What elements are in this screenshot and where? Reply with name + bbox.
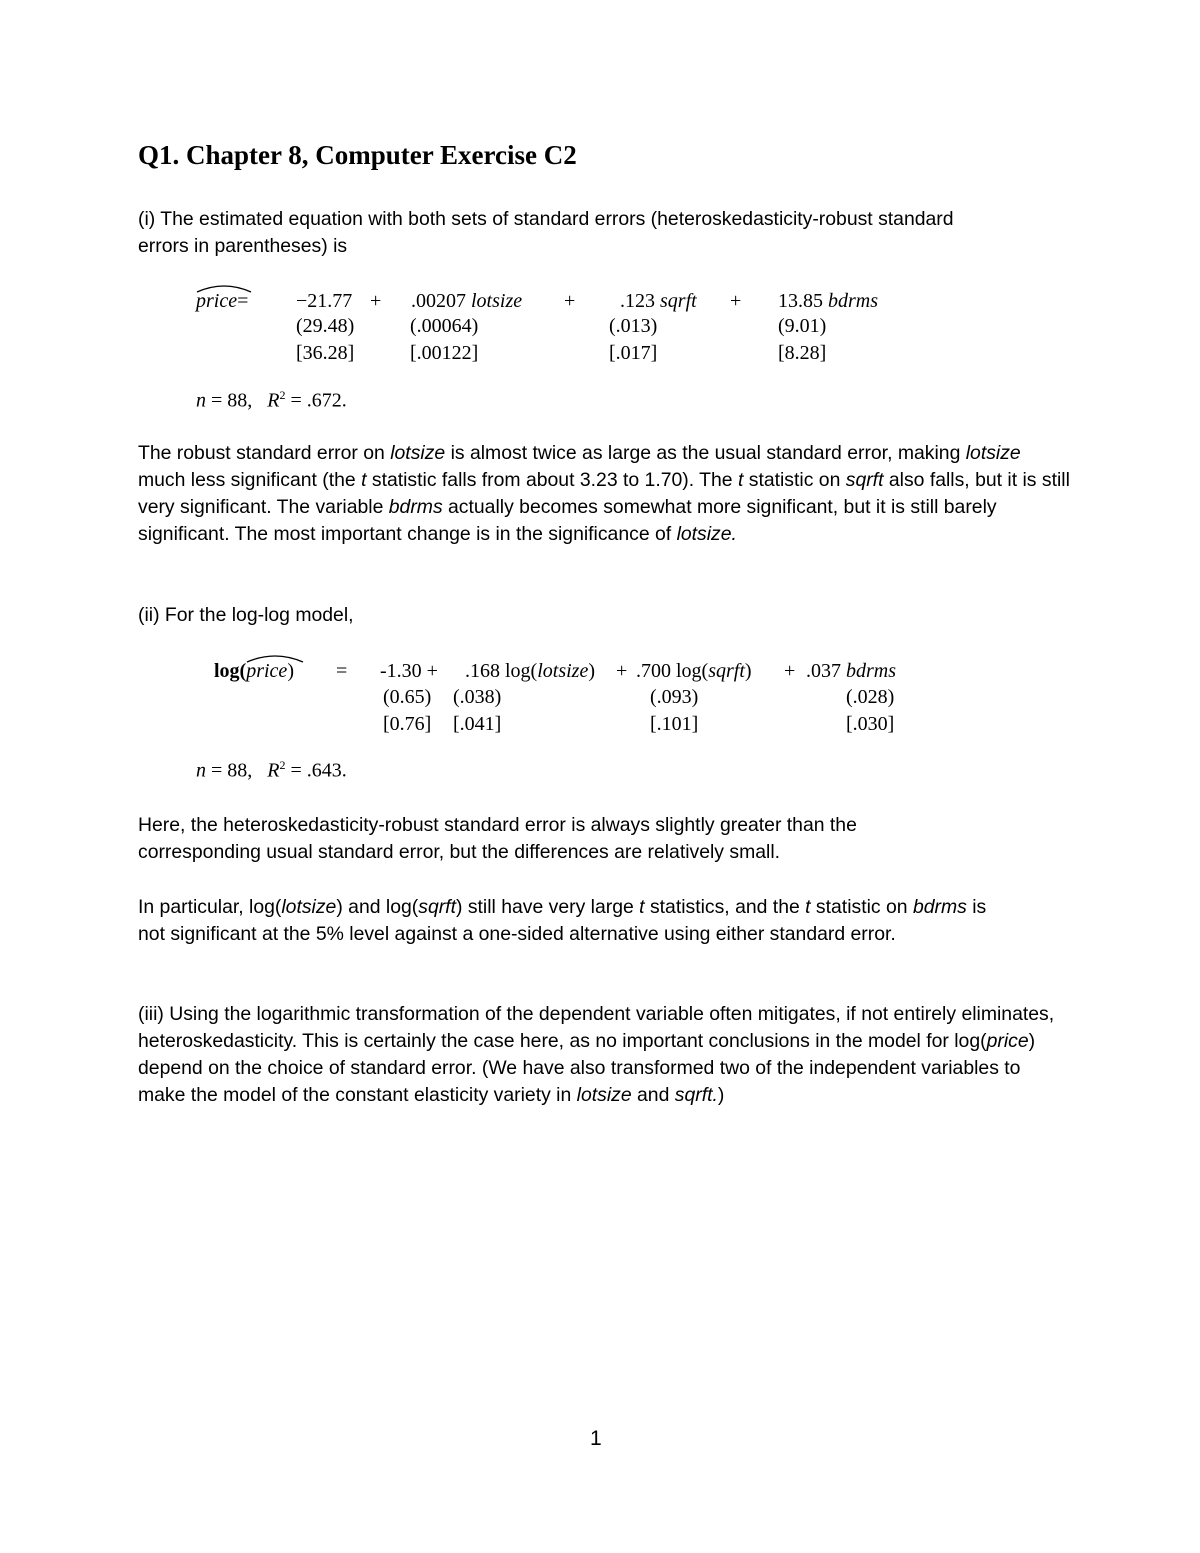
- part1-intro: [138, 206, 1073, 260]
- eq2-se-robust-bdrms: [.030]: [846, 713, 895, 735]
- eq2-se-robust-sqrft: [.101]: [650, 713, 699, 735]
- eq1-se-robust-const: [36.28]: [296, 342, 355, 364]
- eq2-lhs-var: price: [246, 660, 288, 682]
- eq1-var-bdrms: bdrms: [828, 290, 879, 312]
- eq1-equals: =: [237, 290, 249, 312]
- eq1-se-robust-sqrft: [.017]: [609, 342, 658, 364]
- eq2-se-usual-sqrft: (.093): [650, 686, 699, 708]
- eq2-equals: =: [336, 660, 348, 682]
- eq1-se-usual-bdrms: (9.01): [778, 315, 827, 337]
- eq2-plus-1: +: [616, 660, 628, 682]
- eq2-coef-sqrft: .700 log(sqrft): [636, 660, 752, 682]
- eq1-stats: n = 88, $R^2 = .672$.: [196, 388, 347, 412]
- eq1-se-robust-bdrms: [8.28]: [778, 342, 827, 364]
- part1-intro-line1: (i) The estimated equation with both sets of standard errors (heteroskedasticity-robust standard: [138, 208, 954, 230]
- eq1-plus-3: +: [730, 290, 742, 312]
- eq1-se-usual-lotsize: (.00064): [410, 315, 479, 337]
- eq2-coef-lotsize: .168 log(lotsize): [465, 660, 596, 682]
- eq2-coef-bdrms: .037 bdrms: [806, 660, 897, 682]
- hat-icon: [246, 653, 304, 663]
- eq1-plus-1: +: [370, 290, 382, 312]
- part1-discussion: The robust standard error on lotsize is almost twice as large as the usual standard error, making lotsize much less significant (the t statistic falls from about 3.23 to 1.70). The t statistic on sqrft also falls, but it is still very significant. The variable bdrms actually becomes somewhat more significant, but it is still barely significant. The most important change is in the significance of lotsize.: [138, 442, 1070, 545]
- part1-intro-line2: errors in parentheses) is: [138, 235, 348, 257]
- eq1-lhs: [196, 290, 248, 313]
- eq1-coef-lotsize: .00207 lotsize: [411, 290, 523, 312]
- eq2-se-usual-lotsize: (.038): [453, 686, 502, 708]
- eq2-plus-2: +: [784, 660, 796, 682]
- eq2-se-usual-bdrms: (.028): [846, 686, 895, 708]
- eq1-lhs-var: price: [196, 290, 238, 312]
- eq1-plus-2: +: [564, 290, 576, 312]
- eq2-se-usual-const: (0.65): [383, 686, 432, 708]
- part2-para1: Here, the heteroskedasticity-robust standard error is always slightly greater than the corresponding usual standard error, but the differences are relatively small.: [138, 814, 857, 863]
- eq2-const: -1.30 +: [380, 660, 438, 682]
- eq1-var-lotsize: lotsize: [471, 290, 523, 312]
- part2-para2: In particular, log(lotsize) and log(sqrft) still have very large t statistics, and the t statistic on bdrms is not significant at the 5% level against a one-sided alternative using either standard error.: [138, 896, 987, 945]
- part2-intro: (ii) For the log-log model,: [138, 604, 354, 626]
- eq2-lhs: log( price): [214, 660, 294, 683]
- eq1-se-robust-lotsize: [.00122]: [410, 342, 479, 364]
- eq2-stats: n = 88, $R^2 = .643$.: [196, 758, 347, 782]
- eq2-se-robust-const: [0.76]: [383, 713, 432, 735]
- eq1-var-sqrft: sqrft: [660, 290, 697, 312]
- part3-para: (iii) Using the logarithmic transformation of the dependent variable often mitigates, if not entirely eliminates, heteroskedasticity. This is certainly the case here, as no important conclusions in the model for log(price) depend on the choice of standard error. (We have also transformed two of the independent variables to make the model of the constant elasticity variety in lotsize and sqrft.): [138, 1003, 1055, 1106]
- eq1-se-usual-sqrft: (.013): [609, 315, 658, 337]
- eq1-const: −21.77: [296, 290, 353, 312]
- page-title: Q1. Chapter 8, Computer Exercise C2: [138, 140, 577, 170]
- page-number: 1: [590, 1427, 602, 1450]
- eq1-coef-bdrms: 13.85 bdrms: [778, 290, 879, 312]
- eq2-se-robust-lotsize: [.041]: [453, 713, 502, 735]
- eq1-coef-sqrft: .123 sqrft: [620, 290, 697, 312]
- hat-icon: [196, 283, 252, 293]
- eq1-se-usual-const: (29.48): [296, 315, 355, 337]
